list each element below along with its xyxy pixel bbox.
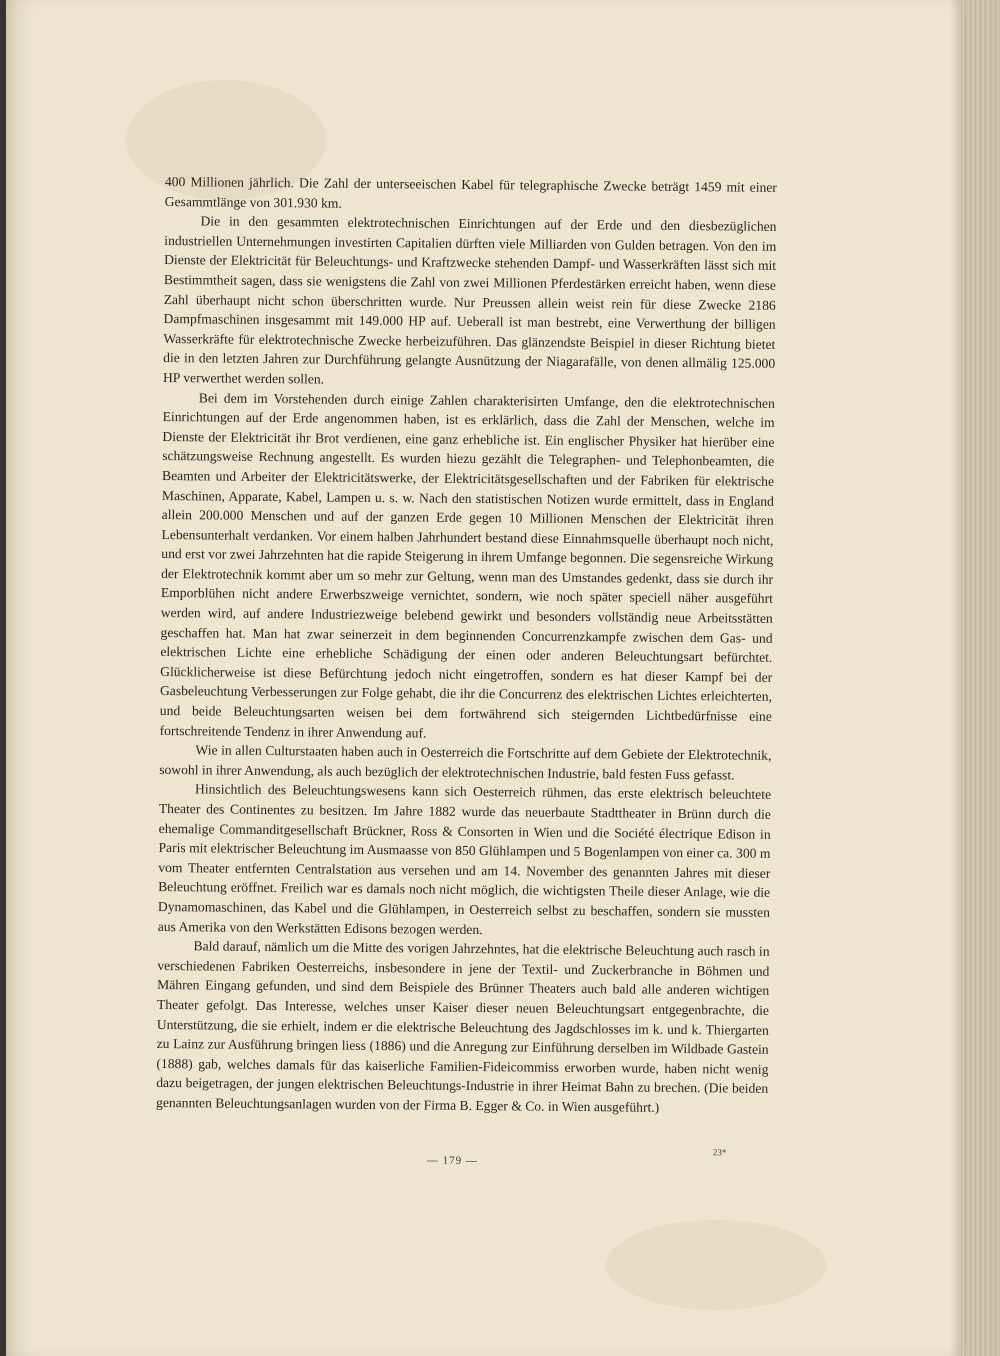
page-number: — 179 —: [426, 1154, 478, 1168]
body-text: [156, 172, 777, 1118]
paragraph: Die in den gesammten elektrotechnischen Einrichtungen auf der Erde und den diesbezüglichen industriellen Unternehmungen investirten Capitalien dürften viele Milliarden von Gulden betragen. Von den im Dienste der Elektricität für Beleuchtungs- und Kraftzwecke stehenden Dampf- und Wasserkräften lässt sich mit Bestimmtheit sagen, dass sie wenigstens die Zahl von zwei Millionen Pferdestärken erreicht haben, wenn diese Zahl überhaupt nicht schon überschritten wurde. Nur Preussen allein weist rein für diese Zwecke 2186 Dampfmaschinen insgesammt mit 149.000 HP auf. Ueberall ist man bestrebt, eine Verwerthung der billigen Wasserkräfte für elektrotechnische Zwecke herbeizuführen. Das glänzendste Beispiel in dieser Richtung bietet die in den letzten Jahren zur Durchführung gelangte Ausnützung der Niagarafälle, von denen allmälig 125.000 HP verwerthet werden sollen.: [162, 213, 777, 387]
paragraph: Bei dem im Vorstehenden durch einige Zahlen charakterisirten Umfange, den die elektrotechnischen Einrichtungen auf der Erde angenommen haben, ist es erklärlich, dass die Zahl der Menschen, welche im Dienste der Elektricität ihr Brot verdienen, eine ganz erhebliche ist. Ein englischer Physiker hat hierüber eine schätzungsweise Rechnung angestellt. Es wurden hiezu gezählt die Telegraphen- und Telephonbeamten, die Beamten und Arbeiter der Elektricitätswerke, der Elektricitätsgesellschaften und der Fabriken für elektrische Maschinen, Apparate, Kabel, Lampen u. s. w. Nach den statistischen Notizen wurde ermittelt, dass in England allein 200.000 Menschen und auf der ganzen Erde gegen 10 Millionen Menschen der Elektricität ihren Lebensunterhalt verdanken. Vor einem halben Jahrhundert bestand diese Einnahmsquelle überhaupt noch nicht, und erst vor zwei Jahrzehnten hat die rapide Steigerung in ihrem Umfange begonnen. Die segensreiche Wirkung der Elektrotechnik kommt aber um so mehr zur Geltung, wenn man des Umstandes gedenkt, dass sie durch ihr Emporblühen nicht andere Erwerbszweige vernichtet, sondern, wie noch später speciell näher ausgeführt werden wird, auf andere Industriezweige belebend gewirkt und besonders vollständig neue Arbeitsstätten geschaffen hat. Man hat zwar seinerzeit in dem beginnenden Concurrenzkampfe zwischen dem Gas- und elektrischen Lichte eine erhebliche Schädigung der einen oder anderen Beleuchtungsart befürchtet. Glücklicherweise ist diese Befürchtung jedoch nicht eingetroffen, sondern es hat dieser Kampf bei der Gasbeleuchtung Verbesserungen zur Folge gehabt, die ihr die Concurrenz des elektrischen Lichtes erleichterten, und beide Beleuchtungsarten weisen bei dem fortwährend sich steigernden Lichtbedürfnisse eine fortschreitende Tendenz in ihrer Anwendung auf.: [159, 389, 775, 741]
paragraph: Bald darauf, nämlich um die Mitte des vorigen Jahrzehntes, hat die elektrische Beleuchtung auch rasch in verschiedenen Fabriken Oesterreichs, insbesondere in jene der Textil- und Zuckerbranche in Böhmen und Mähren Eingang gefunden, und sind dem Beispiele des Brünner Theaters auch bald alle anderen wichtigen Theater gefolgt. Das Interesse, welches unser Kaiser dieser neuen Beleuchtungsart entgegenbrachte, die Unterstützung, die sie erhielt, indem er die elektrische Beleuchtung des Jagdschlosses im k. und k. Thiergarten zu Lainz zur Ausführung bringen liess (1886) und die Anregung zur Einführung derselben im Wildbade Gastein (1888) gab, welches damals für das kaiserliche Familien-Fideicommiss erworben wurde, haben nicht wenig dazu beigetragen, der jungen elektrischen Beleuchtungs-Industrie in ihrer Heimat Bahn zu brechen. (Die beiden genannten Beleuchtungsanlagen wurden von der Firma B. Egger & Co. in Wien ausgeführt.): [155, 938, 770, 1115]
page-footer: [165, 1146, 777, 1182]
page-stack-edge: [962, 0, 1000, 1356]
paragraph: 400 Millionen jährlich. Die Zahl der unterseeischen Kabel für telegraphische Zwecke beträgt 1459 mit einer Gesammtlänge von 301.930 km.: [164, 173, 777, 211]
paragraph: Hinsichtlich des Beleuchtungswesens kann sich Oesterreich rühmen, das erste elektrisch beleuchtete Theater des Continentes zu besitzen. Im Jahre 1882 wurde das neuerbaute Stadttheater in Brünn durch die ehemalige Commanditgesellschaft Brückner, Ross & Consorten in Wien und die Société électrique Edison in Paris mit elektrischer Beleuchtung im Ausmaasse von 850 Glühlampen und 5 Bogenlampen von einer ca. 300 m vom Theater entfernten Centralstation aus versehen und am 14. November des genannten Jahres mit dieser Beleuchtung eröffnet. Freilich war es damals noch nicht möglich, die wichtigsten Theile dieser Anlage, wie die Dynamomaschinen, das Kabel und die Glühlampen, in Oesterreich selbst zu beschaffen, sondern sie mussten aus Amerika von den Werkstätten Edisons bezogen werden.: [157, 781, 772, 937]
signature-mark: 23*: [712, 1147, 727, 1158]
paragraph: Wie in allen Culturstaaten haben auch in Oesterreich die Fortschritte auf dem Gebiete der Elektrotechnik, sowohl in ihrer Anwendung, als auch bezüglich der elektrotechnischen Industrie, bald festen Fuss gefasst.: [159, 742, 772, 783]
paper-stain: [606, 1220, 826, 1310]
